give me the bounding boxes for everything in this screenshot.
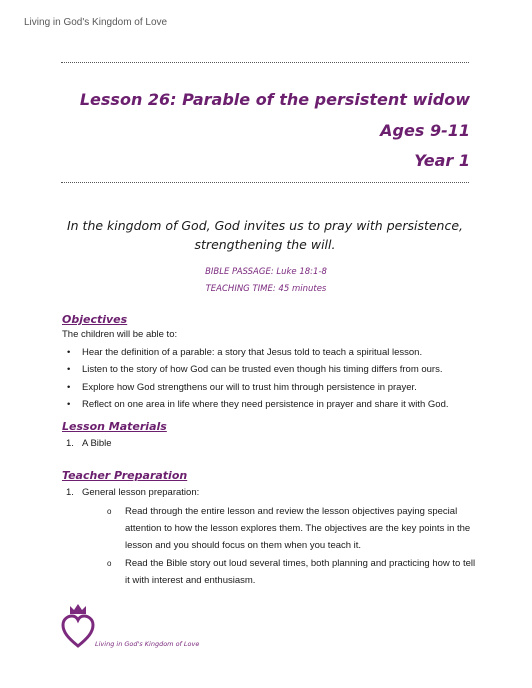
lesson-theme: In the kingdom of God, God invites us to pray with persistence, strengthening the will. xyxy=(66,218,464,252)
lesson-year: Year 1 xyxy=(414,151,470,170)
preparation-sublist xyxy=(107,503,477,589)
materials-heading: Lesson Materials xyxy=(62,420,167,433)
lesson-title: Lesson 26: Parable of the persistent widow xyxy=(79,90,470,109)
running-header: Living in God's Kingdom of Love xyxy=(24,17,168,28)
teaching-time: TEACHING TIME: 45 minutes xyxy=(205,284,327,294)
list-item: • Listen to the story of how God can be trusted even though his timing differs from ours. xyxy=(62,361,502,378)
objectives-heading: Objectives xyxy=(62,313,128,326)
bullet-icon: • xyxy=(67,347,71,358)
preparation-heading: Teacher Preparation xyxy=(62,469,188,482)
list-item: o Read the Bible story out loud several times, both planning and practicing how to tell it with interest and enthusiasm. xyxy=(107,555,477,589)
list-item: • Hear the definition of a parable: a story that Jesus told to teach a spiritual lesson. xyxy=(62,344,502,361)
bullet-icon: • xyxy=(67,364,71,376)
bible-passage: BIBLE PASSAGE: Luke 18:1-8 xyxy=(205,267,327,277)
list-item: • Explore how God strengthens our will to trust him through persistence in prayer. xyxy=(62,379,502,396)
title-divider xyxy=(61,182,469,183)
list-item: 1. A Bible xyxy=(66,438,112,449)
bullet-icon: o xyxy=(107,559,112,568)
crown-heart-icon xyxy=(60,602,96,650)
top-divider xyxy=(61,62,469,63)
bullet-icon: • xyxy=(67,381,71,393)
bullet-icon: o xyxy=(107,507,112,516)
list-item: o Read through the entire lesson and review the lesson objectives paying special attention to how the lesson explores them. The objectives are the key points in the lesson and you should focus on them when you teach it. xyxy=(107,503,477,554)
footer-text: Living in God's Kingdom of Love xyxy=(95,640,200,648)
objectives-intro: The children will be able to: xyxy=(62,329,178,340)
objectives-list xyxy=(62,344,502,413)
lesson-ages: Ages 9-11 xyxy=(380,121,470,140)
list-item: • Reflect on one area in life where they need persistence in prayer and share it with God. xyxy=(62,396,502,413)
list-item: 1. General lesson preparation: xyxy=(66,487,200,498)
bullet-icon: • xyxy=(67,398,71,410)
